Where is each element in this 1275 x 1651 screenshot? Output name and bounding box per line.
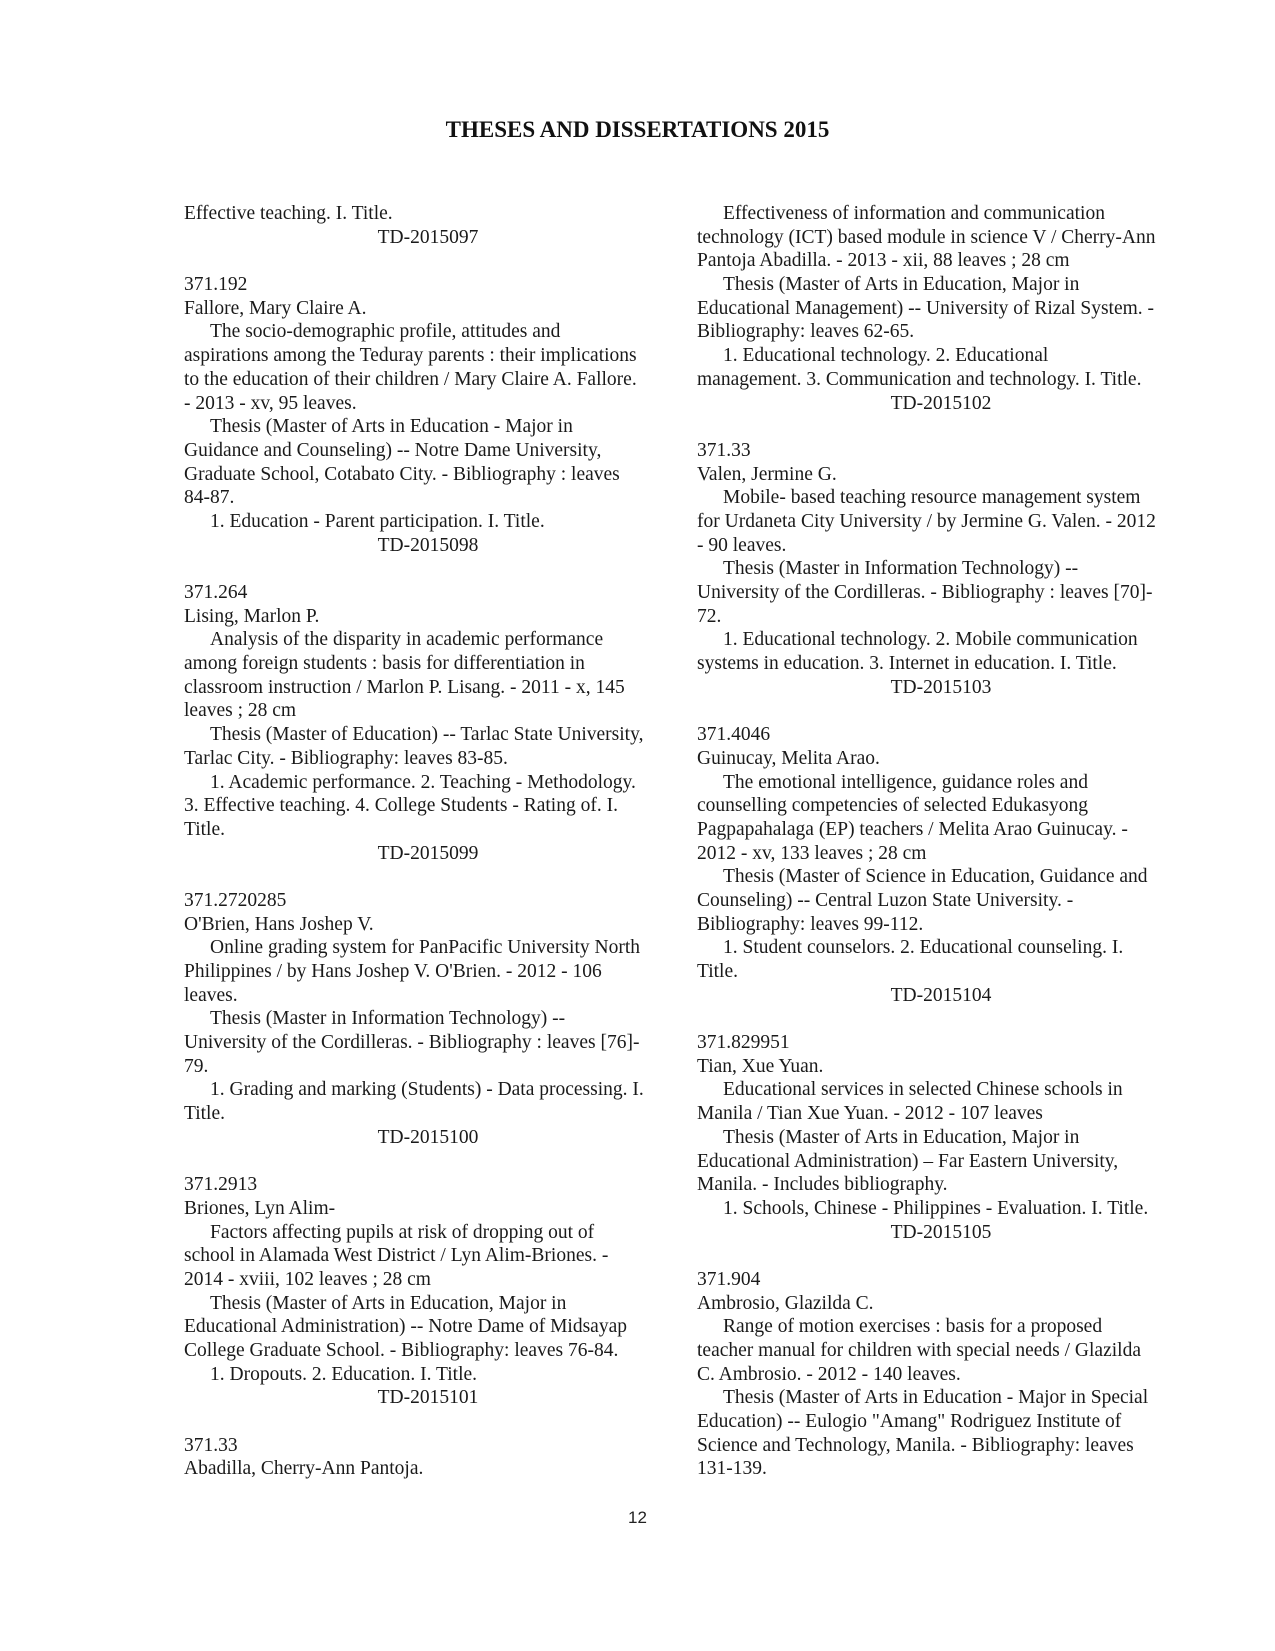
text-line: Bibliography: leaves 99-112. <box>697 913 924 935</box>
thesis-note-line: Thesis (Master of Science in Education, Guidance and <box>723 866 1148 888</box>
text-line: systems in education. 3. Internet in education. I. Title. <box>697 653 1117 675</box>
text-line: 79. <box>184 1055 209 1077</box>
subjects-line: 1. Education - Parent participation. I. Title. <box>210 510 545 532</box>
text-line: - 90 leaves. <box>697 534 787 556</box>
text-line: Educational Administration) – Far Eastern University, <box>697 1150 1119 1172</box>
subjects-line: 1. Grading and marking (Students) - Data processing. I. <box>210 1079 644 1101</box>
author-name: Valen, Jermine G. <box>697 463 837 485</box>
text-line: Pantoja Abadilla. - 2013 - xii, 88 leaves ; 28 cm <box>697 250 1070 272</box>
title-line: The socio-demographic profile, attitudes and <box>210 321 561 343</box>
text-line: to the education of their children / Mary Claire A. Fallore. <box>184 368 637 390</box>
record-id: TD-2015097 <box>377 226 479 248</box>
blank-line <box>184 1150 672 1174</box>
text-line: Title. <box>184 818 226 840</box>
text-line: Tarlac City. - Bibliography: leaves 83-85. <box>184 747 508 769</box>
call-number: 371.264 <box>184 582 248 603</box>
text-line: Counseling) -- Central Luzon State University. - <box>697 889 1074 911</box>
text-line: leaves. <box>184 984 238 1006</box>
record-id: TD-2015104 <box>890 984 992 1006</box>
blank-line <box>184 249 672 273</box>
author-name: Fallore, Mary Claire A. <box>184 297 367 319</box>
text-line: Bibliography: leaves 62-65. <box>697 321 915 343</box>
author-name: Tian, Xue Yuan. <box>697 1055 824 1077</box>
thesis-note-line: Thesis (Master of Arts in Education - Major in <box>210 416 573 438</box>
author-name: Ambrosio, Glazilda C. <box>697 1292 874 1314</box>
author-name: O'Brien, Hans Joshep V. <box>184 913 374 935</box>
page-title: THESES AND DISSERTATIONS 2015 <box>445 117 830 142</box>
thesis-note-line: Thesis (Master of Arts in Education, Major in <box>210 1292 567 1314</box>
text-line: management. 3. Communication and technology. I. Title. <box>697 368 1142 390</box>
text-line: counselling competencies of selected Edukasyong <box>697 795 1088 817</box>
record-id: TD-2015105 <box>890 1221 992 1243</box>
blank-line <box>184 557 672 581</box>
text-line: University of the Cordilleras. - Bibliography : leaves [76]- <box>184 1032 640 1054</box>
subjects-line: 1. Academic performance. 2. Teaching - Methodology. <box>210 771 636 793</box>
text-line: Effective teaching. I. Title. <box>184 203 393 224</box>
text-line: Title. <box>697 961 739 982</box>
subjects-line: 1. Schools, Chinese - Philippines - Evaluation. I. Title. <box>723 1197 1149 1219</box>
text-line: 3. Effective teaching. 4. College Students - Rating of. I. <box>184 795 618 817</box>
text-line: Title. <box>184 1103 226 1125</box>
text-line: - 2013 - xv, 95 leaves. <box>184 392 357 414</box>
text-line: College Graduate School. - Bibliography: leaves 76-84. <box>184 1340 619 1361</box>
blank-line <box>697 1007 1185 1031</box>
text-line: University of the Cordilleras. - Bibliography : leaves [70]- <box>697 582 1153 603</box>
text-line: Guidance and Counseling) -- Notre Dame University, <box>184 439 602 461</box>
text-line: aspirations among the Teduray parents : their implications <box>184 345 637 367</box>
text-line: among foreign students : basis for differentiation in <box>184 653 585 675</box>
call-number: 371.33 <box>184 1434 238 1456</box>
call-number: 371.829951 <box>697 1032 790 1054</box>
subjects-line: 1. Dropouts. 2. Education. I. Title. <box>210 1363 478 1385</box>
record-id: TD-2015103 <box>890 676 992 698</box>
text-line: Graduate School, Cotabato City. - Bibliography : leaves <box>184 463 620 485</box>
thesis-note-line: Thesis (Master of Arts in Education, Major in <box>723 274 1080 296</box>
call-number: 371.192 <box>184 274 248 296</box>
thesis-note-line: Thesis (Master in Information Technology) -- <box>723 558 1079 580</box>
text-line: Manila. - Includes bibliography. <box>697 1174 948 1196</box>
blank-line <box>184 1410 672 1434</box>
right-column <box>697 202 1185 1481</box>
blank-line <box>697 415 1185 439</box>
subjects-line: 1. Student counselors. 2. Educational counseling. I. <box>723 937 1124 959</box>
text-line: Philippines / by Hans Joshep V. O'Brien. - 2012 - 106 <box>184 961 602 982</box>
title-line: Range of motion exercises : basis for a proposed <box>723 1316 1103 1338</box>
record-id: TD-2015099 <box>377 842 479 864</box>
text-line: Educational Administration) -- Notre Dame of Midsayap <box>184 1316 627 1338</box>
title-line: Online grading system for PanPacific University North <box>210 937 640 959</box>
thesis-note-line: Thesis (Master in Information Technology) -- <box>210 1008 566 1030</box>
text-line: 72. <box>697 605 722 627</box>
text-line: 2014 - xviii, 102 leaves ; 28 cm <box>184 1268 431 1290</box>
record-id: TD-2015098 <box>377 534 479 556</box>
left-column <box>184 202 672 1481</box>
title-line: Educational services in selected Chinese schools in <box>723 1079 1123 1101</box>
text-line: leaves ; 28 cm <box>184 700 297 722</box>
subjects-line: 1. Educational technology. 2. Mobile communication <box>723 629 1138 651</box>
thesis-note-line: Thesis (Master of Arts in Education, Major in <box>723 1126 1080 1148</box>
blank-line <box>184 865 672 889</box>
thesis-note-line: Thesis (Master of Arts in Education - Major in Special <box>723 1387 1149 1409</box>
thesis-note-line: Thesis (Master of Education) -- Tarlac State University, <box>210 724 644 746</box>
title-line: Analysis of the disparity in academic performance <box>210 629 604 651</box>
record-id: TD-2015100 <box>377 1126 479 1148</box>
text-line: technology (ICT) based module in science V / Cherry-Ann <box>697 226 1156 248</box>
author-name: Lising, Marlon P. <box>184 605 320 627</box>
blank-line <box>697 699 1185 723</box>
call-number: 371.4046 <box>697 724 771 746</box>
text-line: Education) -- Eulogio "Amang" Rodriguez Institute of <box>697 1411 1122 1433</box>
text-line: classroom instruction / Marlon P. Lisang. - 2011 - x, 145 <box>184 676 625 698</box>
text-line: Manila / Tian Xue Yuan. - 2012 - 107 leaves <box>697 1103 1043 1125</box>
text-line: C. Ambrosio. - 2012 - 140 leaves. <box>697 1363 961 1385</box>
author-name: Briones, Lyn Alim- <box>184 1197 336 1219</box>
text-line: Pagpapahalaga (EP) teachers / Melita Arao Guinucay. - <box>697 818 1128 840</box>
call-number: 371.33 <box>697 439 751 461</box>
title-line: Mobile- based teaching resource management system <box>723 487 1141 509</box>
page-number: 12 <box>628 1508 647 1527</box>
author-name: Guinucay, Melita Arao. <box>697 747 880 769</box>
text-line: 2012 - xv, 133 leaves ; 28 cm <box>697 842 927 864</box>
text-line: Educational Management) -- University of Rizal System. - <box>697 297 1155 319</box>
text-line: 131-139. <box>697 1458 767 1480</box>
author-name: Abadilla, Cherry-Ann Pantoja. <box>184 1458 424 1480</box>
title-line: Factors affecting pupils at risk of dropping out of <box>210 1221 595 1243</box>
blank-line <box>697 1244 1185 1268</box>
record-id: TD-2015102 <box>890 392 992 414</box>
title-line: The emotional intelligence, guidance roles and <box>723 771 1088 793</box>
text-line: school in Alamada West District / Lyn Alim-Briones. - <box>184 1245 609 1267</box>
text-line: for Urdaneta City University / by Jermine G. Valen. - 2012 <box>697 510 1156 532</box>
subjects-line: 1. Educational technology. 2. Educational <box>723 345 1049 367</box>
call-number: 371.2913 <box>184 1174 258 1196</box>
call-number: 371.904 <box>697 1268 761 1290</box>
record-id: TD-2015101 <box>377 1387 479 1409</box>
text-line: 84-87. <box>184 487 235 509</box>
call-number: 371.2720285 <box>184 889 287 911</box>
text-line: Science and Technology, Manila. - Bibliography: leaves <box>697 1434 1134 1456</box>
title-line: Effectiveness of information and communication <box>723 203 1105 224</box>
text-line: teacher manual for children with special needs / Glazilda <box>697 1340 1141 1361</box>
